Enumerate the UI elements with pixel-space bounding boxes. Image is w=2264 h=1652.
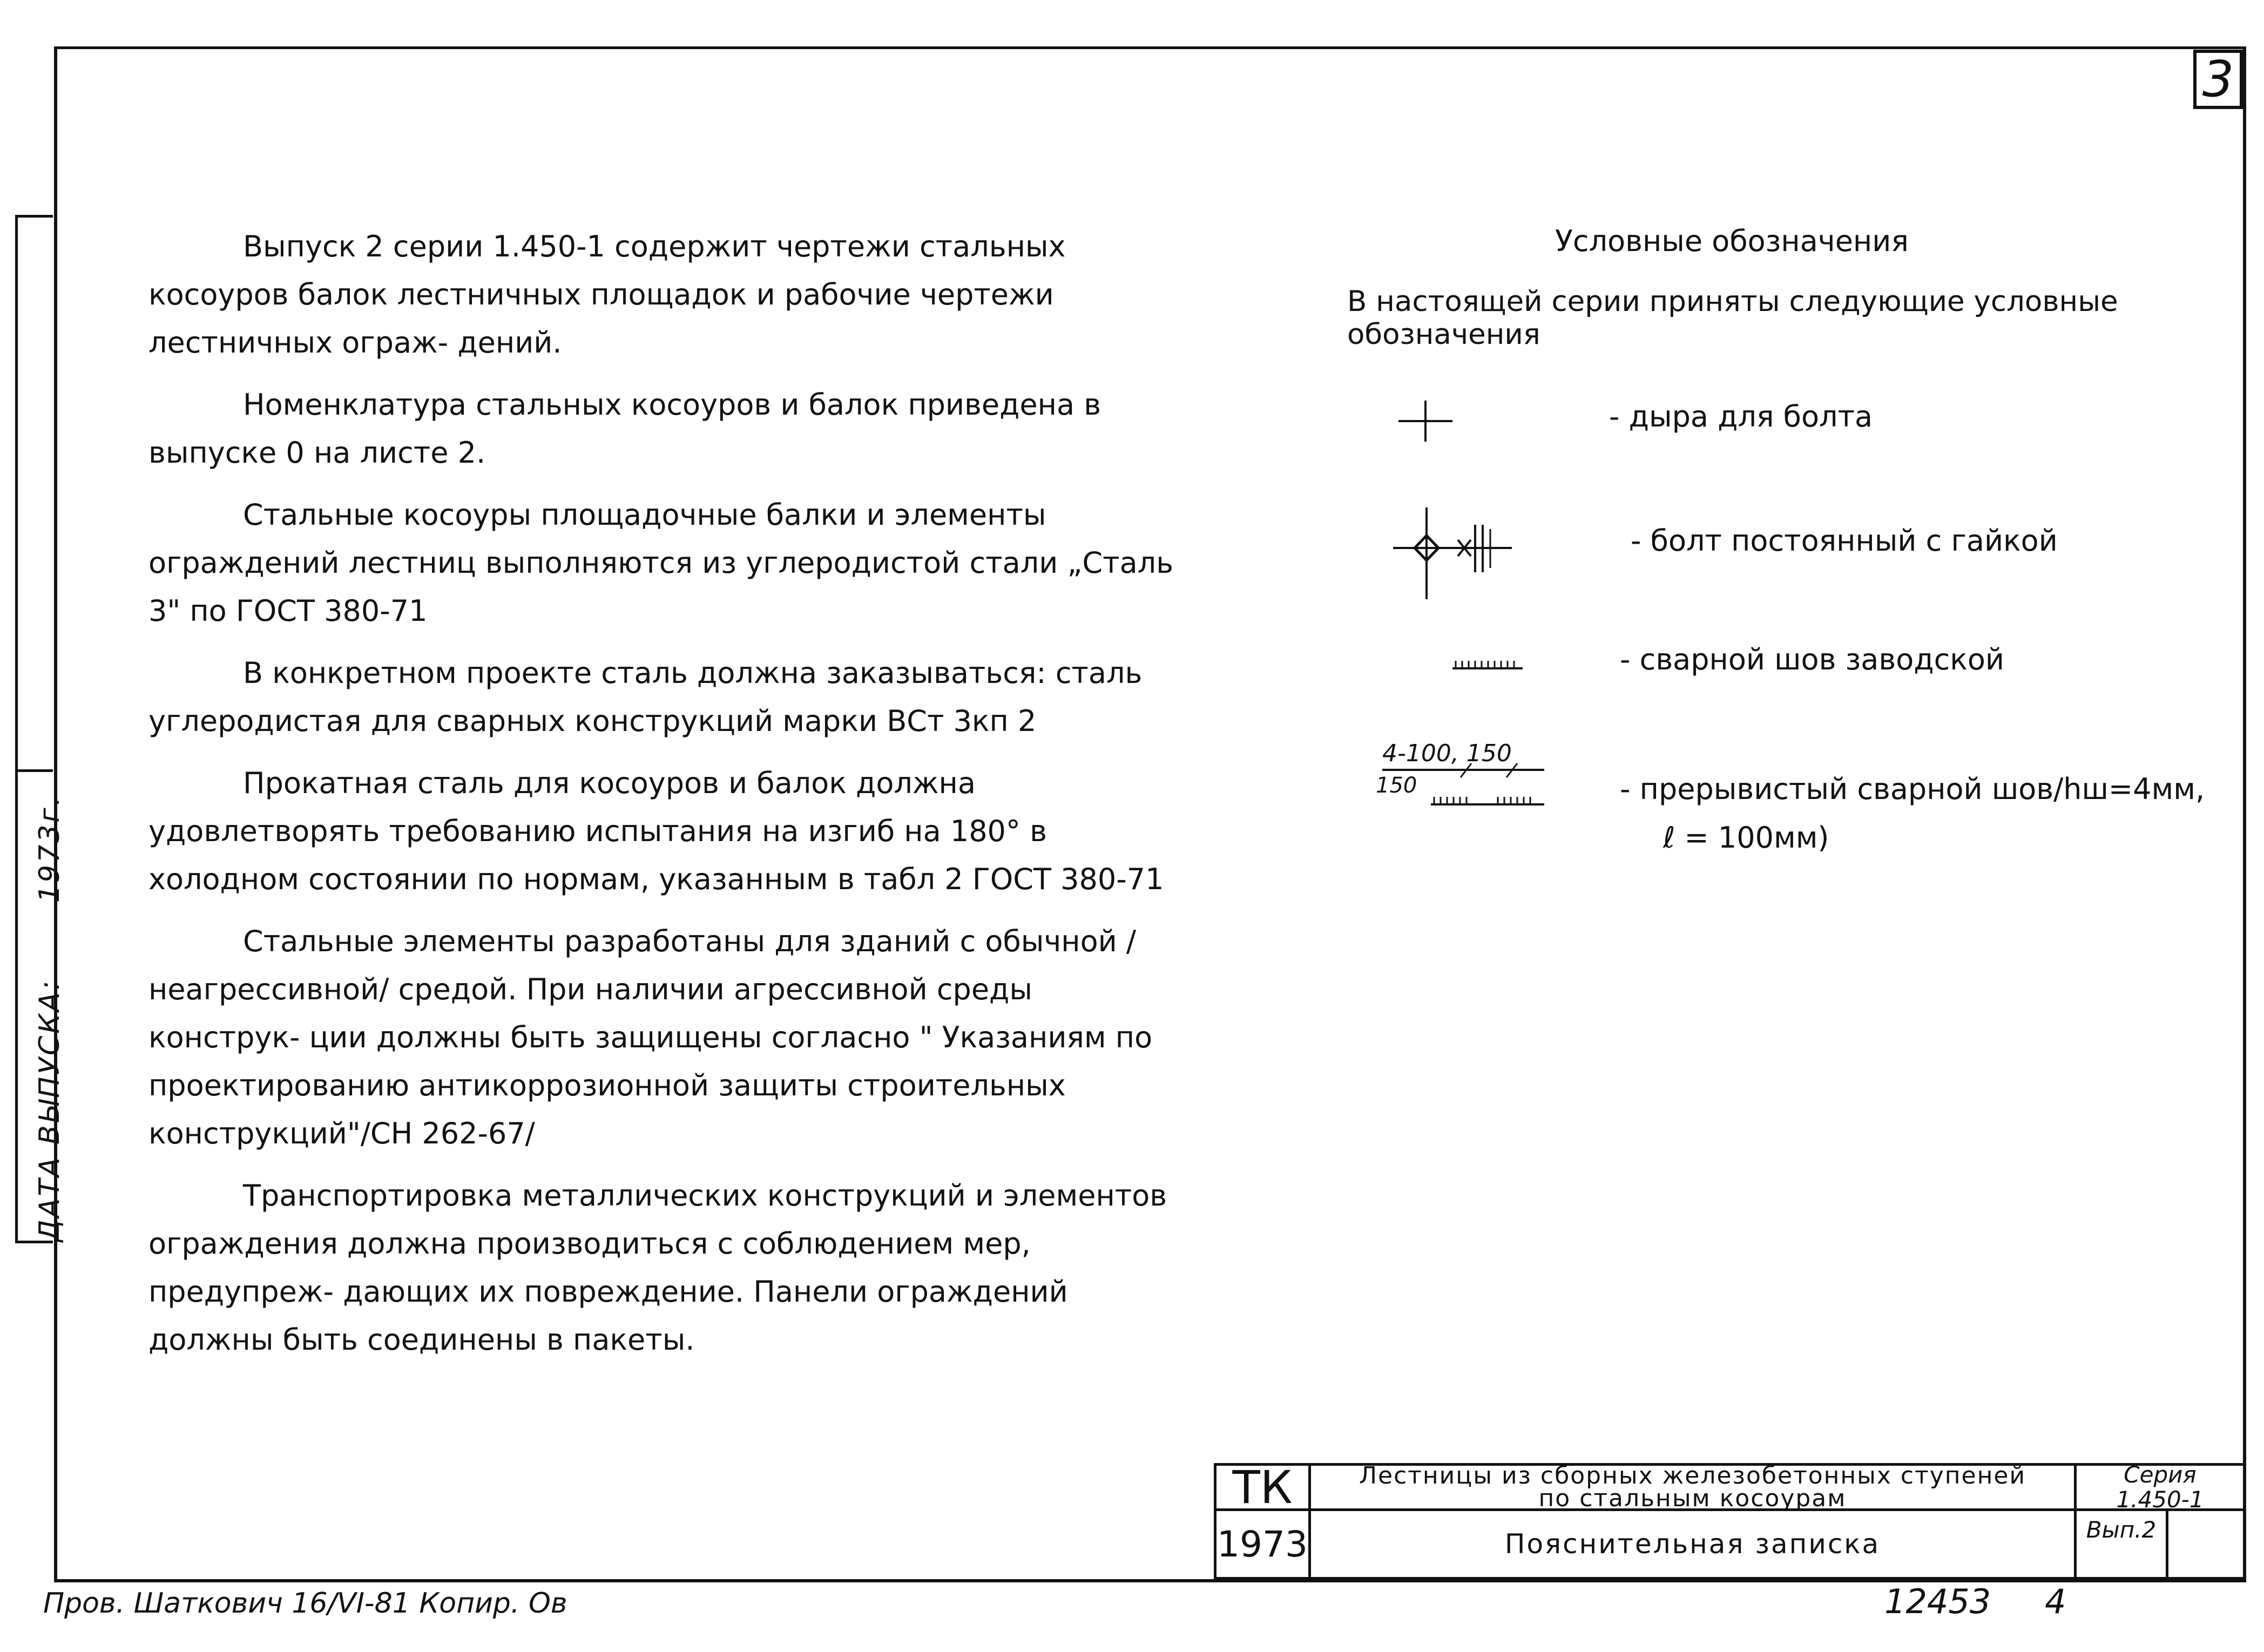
- document-name: Пояснительная записка: [1311, 1511, 2077, 1580]
- series-title: [1311, 1461, 2077, 1512]
- release-date-value: 1973г.: [33, 794, 66, 903]
- org-code: ТК: [1217, 1466, 1311, 1511]
- paragraph: Транспортировка металлических конструкций и элементов ограждения должна производиться с соблюдением мер, предупреж- дающих их повреждение. Панели ограждений должны быть соединены в пакеты.: [148, 1179, 1167, 1357]
- legend-text: - прерывистый сварной шов/hш=4мм,: [1620, 772, 2205, 806]
- paragraph: Стальные косоуры площадочные балки и элементы ограждений лестниц выполняются из углеродистой стали „Сталь 3" по ГОСТ 380-71: [148, 498, 1174, 628]
- inventory-number: 12453: [1884, 1582, 1991, 1621]
- title-block: [1214, 1460, 2246, 1580]
- legend-text: - дыра для болта: [1609, 400, 1873, 434]
- document-number: [1884, 1582, 2066, 1621]
- weld-fraction-bottom: 150: [1376, 773, 1417, 798]
- year: 1973: [1217, 1511, 1311, 1580]
- legend-text: - сварной шов заводской: [1620, 642, 2005, 676]
- release-date-label: ДАТА ВЫПУСКА:: [33, 978, 66, 1242]
- factory-weld-icon: [1382, 642, 1523, 686]
- intermittent-weld-icon: [1376, 740, 1560, 810]
- bolt-hole-icon: [1382, 389, 1469, 453]
- paragraph: Выпуск 2 серии 1.450-1 содержит чертежи стальных косоуров балок лестничных площадок и рабочие чертежи лестничных ограж- дений.: [148, 229, 1066, 360]
- legend-text: - болт постоянный с гайкой: [1631, 524, 2058, 558]
- sheet-number: 3: [2193, 50, 2243, 109]
- page-number: 4: [2044, 1582, 2066, 1621]
- permanent-bolt-icon: [1382, 502, 1544, 610]
- series-title-line2: по стальным косоурам: [1538, 1484, 1847, 1512]
- legend-text-continued: ℓ = 100мм): [1663, 821, 1829, 855]
- explanatory-text: [148, 222, 1174, 1378]
- weld-fraction-top: 4-100, 150: [1382, 740, 1512, 767]
- empty-cell: [2168, 1511, 2246, 1580]
- legend-title: Условные обозначения: [1555, 224, 1909, 258]
- legend-subtitle: В настоящей серии приняты следующие условные обозначения: [1347, 285, 2118, 351]
- series-title-line1: Лестницы из сборных железобетонных ступеней: [1359, 1461, 2026, 1489]
- series-value: 1.450-1: [2116, 1486, 2204, 1513]
- paragraph: В конкретном проекте сталь должна заказываться: сталь углеродистая для сварных конструкций марки ВСт 3кп 2: [148, 656, 1143, 738]
- checked-by: Пров. Шаткович 16/VI-81 Копир. Ов: [43, 1587, 567, 1620]
- paragraph: Прокатная сталь для косоуров и балок должна удовлетворять требованию испытания на изгиб на 180° в холодном состоянии по нормам, указанным в табл 2 ГОСТ 380-71: [148, 766, 1164, 896]
- margin-strip-text: [33, 730, 66, 1242]
- issue-number: Вып.2: [2077, 1511, 2168, 1580]
- series-label: Серия: [2124, 1461, 2197, 1488]
- paragraph: Номенклатура стальных косоуров и балок приведена в выпуске 0 на листе 2.: [148, 388, 1101, 470]
- paragraph: Стальные элементы разработаны для зданий с обычной /неагрессивной/ средой. При наличии агрессивной среды конструк- ции должны быть защищены согласно " Указаниям по проектированию антикоррозионной защиты строительных конструкций"/СН 262-67/: [148, 924, 1153, 1150]
- series-cell: [2077, 1461, 2246, 1513]
